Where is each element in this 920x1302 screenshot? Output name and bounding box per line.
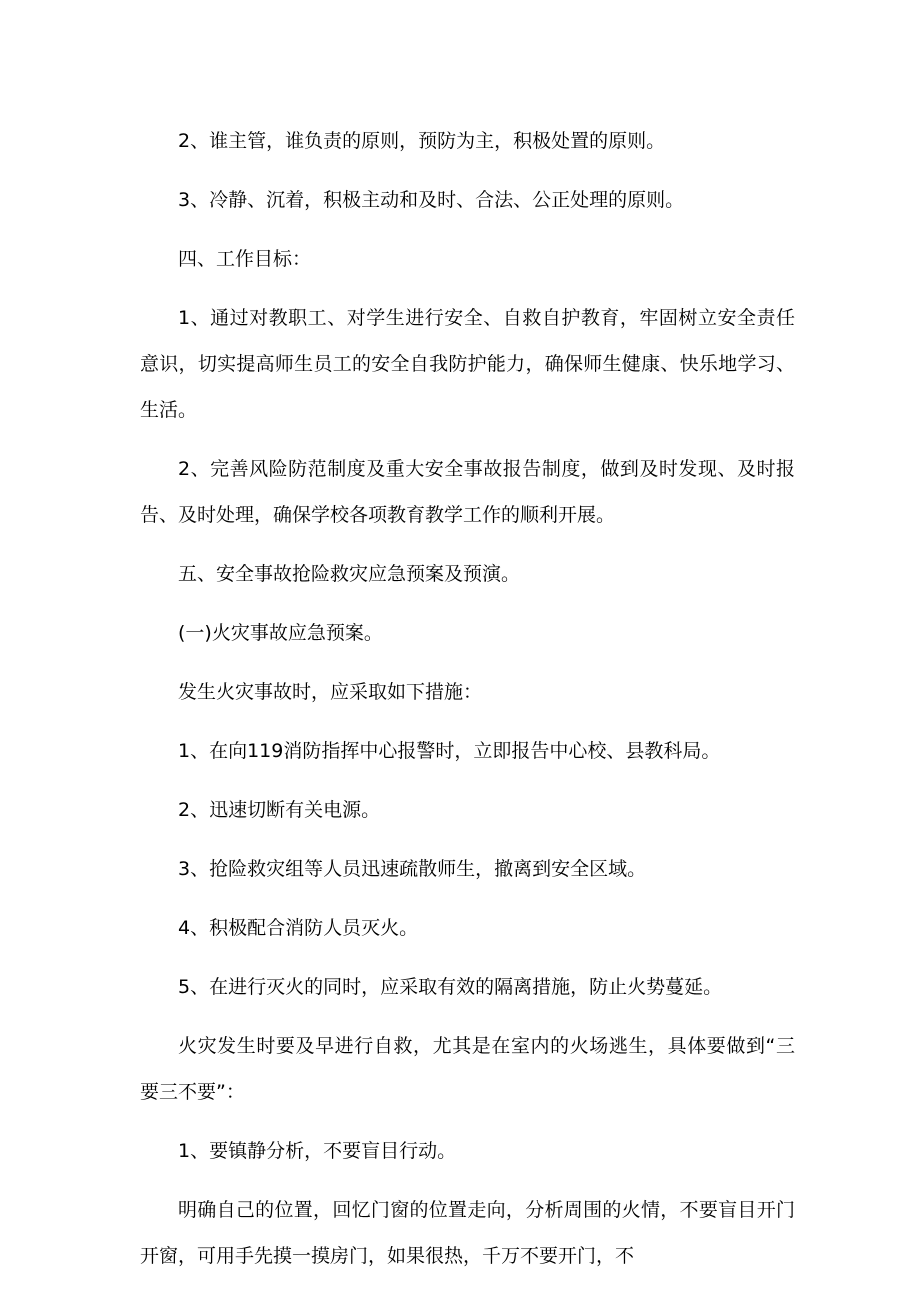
paragraph-principle-2: 2、谁主管，谁负责的原则，预防为主，积极处置的原则。 <box>178 130 666 152</box>
paragraph-fire-measures-intro: 发生火灾事故时，应采取如下措施： <box>178 681 483 703</box>
paragraph-self-rescue-1: 1、要镇静分析，不要盲目行动。 <box>178 1140 457 1162</box>
section-heading-work-goals: 四、工作目标： <box>178 248 312 270</box>
paragraph-fire-measure-2: 2、迅速切断有关电源。 <box>178 799 381 821</box>
paragraph-fire-measure-4: 4、积极配合消防人员灭火。 <box>178 917 419 939</box>
subsection-heading-fire-plan: (一)火灾事故应急预案。 <box>178 622 383 644</box>
paragraph-fire-measure-3: 3、抢险救灾组等人员迅速疏散师生，撤离到安全区域。 <box>178 858 647 880</box>
paragraph-principle-3: 3、冷静、沉着，积极主动和及时、合法、公正处理的原则。 <box>178 189 685 211</box>
paragraph-self-rescue: 火灾发生时要及早进行自救，尤其是在室内的火场逃生，具体要做到“三要三不要”： <box>140 1035 795 1103</box>
paragraph-fire-measure-5: 5、在进行灭火的同时，应采取有效的隔离措施，防止火势蔓延。 <box>178 976 723 998</box>
paragraph-fire-measure-1: 1、在向119消防指挥中心报警时，立即报告中心校、县教科局。 <box>178 740 721 762</box>
section-heading-emergency-plan: 五、安全事故抢险救灾应急预案及预演。 <box>178 563 521 585</box>
paragraph-self-rescue-detail: 明确自己的位置，回忆门窗的位置走向，分析周围的火情，不要盲目开门开窗，可用手先摸一摸房门，如果很热，千万不要开门，不 <box>140 1199 795 1267</box>
document-body <box>140 118 795 1279</box>
paragraph-goal-2: 2、完善风险防范制度及重大安全事故报告制度，做到及时发现、及时报告、及时处理，确保学校各项教育教学工作的顺利开展。 <box>140 458 795 526</box>
paragraph-goal-1: 1、通过对教职工、对学生进行安全、自救自护教育，牢固树立安全责任意识，切实提高师生员工的安全自我防护能力，确保师生健康、快乐地学习、生活。 <box>140 307 795 421</box>
